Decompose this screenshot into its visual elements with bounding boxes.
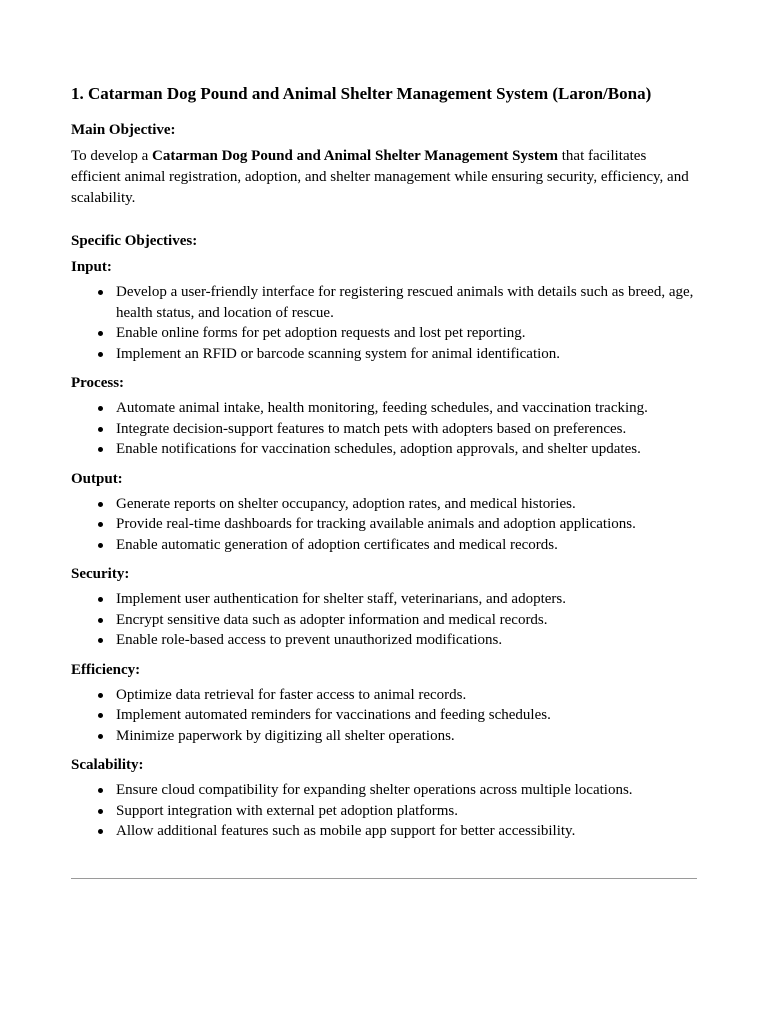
list-item: Encrypt sensitive data such as adopter information and medical records. — [116, 610, 697, 631]
list-item: Generate reports on shelter occupancy, adoption rates, and medical histories. — [116, 494, 697, 515]
list-item: Enable role-based access to prevent unauthorized modifications. — [116, 630, 697, 651]
list-item: Ensure cloud compatibility for expanding shelter operations across multiple locations. — [116, 780, 697, 801]
list-item: Implement automated reminders for vaccinations and feeding schedules. — [116, 705, 697, 726]
bullet-list-output — [71, 494, 697, 556]
specific-objectives-label: Specific Objectives: — [71, 233, 198, 249]
document-body — [71, 82, 697, 851]
bullet-list-process — [71, 398, 697, 460]
main-objective-prefix: To develop a — [71, 148, 153, 164]
list-item: Integrate decision-support features to match pets with adopters based on preferences. — [116, 419, 697, 440]
list-item: Allow additional features such as mobile app support for better accessibility. — [116, 821, 697, 842]
bullet-list-efficiency — [71, 685, 697, 747]
list-item: Enable automatic generation of adoption certificates and medical records. — [116, 535, 697, 556]
section-title-scalability: Scalability: — [71, 757, 144, 773]
main-objective-system-name: Catarman Dog Pound and Animal Shelter Management System — [152, 148, 558, 164]
list-item: Minimize paperwork by digitizing all shelter operations. — [116, 726, 697, 747]
main-objective-suffix: that facilitates efficient animal registration, adoption, and shelter management while ensuring security, efficiency, and scalability. — [71, 148, 689, 206]
section-title-process: Process: — [71, 375, 125, 391]
main-objective-label: Main Objective: — [71, 122, 176, 138]
list-item: Support integration with external pet adoption platforms. — [116, 801, 697, 822]
objective-sections — [71, 257, 697, 842]
list-item: Implement an RFID or barcode scanning system for animal identification. — [116, 344, 697, 365]
section-title-efficiency: Efficiency: — [71, 661, 141, 678]
main-objective-text — [71, 146, 697, 209]
list-item: Implement user authentication for shelter staff, veterinarians, and adopters. — [116, 589, 697, 610]
document-title: 1. Catarman Dog Pound and Animal Shelter Management System (Laron/Bona) — [71, 84, 652, 103]
list-item: Automate animal intake, health monitoring, feeding schedules, and vaccination tracking. — [116, 398, 697, 419]
bullet-list-input — [71, 282, 697, 364]
section-title-security: Security: — [71, 566, 130, 582]
list-item: Provide real-time dashboards for tracking available animals and adoption applications. — [116, 514, 697, 535]
list-item: Enable notifications for vaccination schedules, adoption approvals, and shelter updates. — [116, 439, 697, 460]
section-title-output: Output: — [71, 470, 123, 487]
list-item: Optimize data retrieval for faster access to animal records. — [116, 685, 697, 706]
divider-line — [71, 878, 697, 879]
bullet-list-scalability — [71, 780, 697, 842]
bullet-list-security — [71, 589, 697, 651]
section-title-input: Input: — [71, 259, 112, 275]
list-item: Enable online forms for pet adoption requests and lost pet reporting. — [116, 323, 697, 344]
list-item: Develop a user-friendly interface for registering rescued animals with details such as breed, age, health status, and location of rescue. — [116, 282, 697, 323]
